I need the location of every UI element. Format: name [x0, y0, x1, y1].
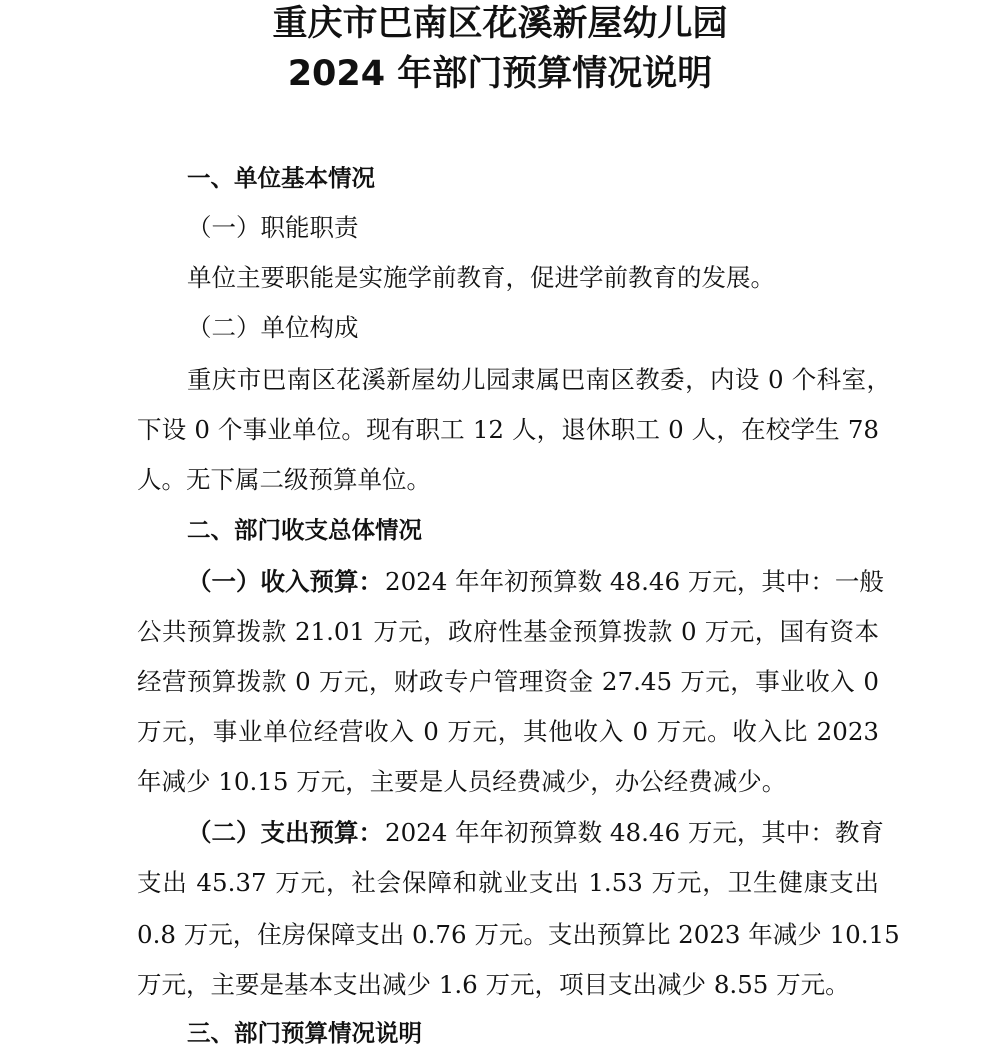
- section-heading-basic-info: 一、单位基本情况: [187, 164, 375, 192]
- paragraph-expense-line-4: 万元，主要是基本支出减少 1.6 万元，项目支出减少 8.55 万元。: [137, 970, 850, 999]
- paragraph-income-line-4: 万元，事业单位经营收入 0 万元，其他收入 0 万元。收入比 2023: [137, 717, 879, 746]
- expense-budget-text: 2024 年年初预算数 48.46 万元，其中：教育: [385, 818, 884, 847]
- income-budget-label: （一）收入预算：: [187, 567, 383, 596]
- document-title-line-2: 2024 年部门预算情况说明: [287, 54, 713, 94]
- paragraph-composition-line-3: 人。无下属二级预算单位。: [137, 465, 431, 494]
- subsection-heading-functions: （一）职能职责: [187, 213, 359, 242]
- paragraph-income-line-2: 公共预算拨款 21.01 万元，政府性基金预算拨款 0 万元，国有资本: [137, 617, 879, 646]
- paragraph-expense-line-2: 支出 45.37 万元，社会保障和就业支出 1.53 万元，卫生健康支出: [137, 868, 879, 897]
- income-budget-text: 2024 年年初预算数 48.46 万元，其中：一般: [385, 567, 884, 596]
- paragraph-expense-line-3: 0.8 万元，住房保障支出 0.76 万元。支出预算比 2023 年减少 10.15: [137, 920, 900, 949]
- expense-budget-label: （二）支出预算：: [187, 818, 383, 847]
- section-heading-budget-details: 三、部门预算情况说明: [187, 1019, 422, 1047]
- paragraph-expense-line-1: [187, 818, 884, 848]
- paragraph-composition-line-1: 重庆市巴南区花溪新屋幼儿园隶属巴南区教委，内设 0 个科室，: [187, 365, 891, 394]
- section-heading-overall-budget: 二、部门收支总体情况: [187, 516, 422, 544]
- paragraph-income-line-3: 经营预算拨款 0 万元，财政专户管理资金 27.45 万元，事业收入 0: [137, 667, 879, 696]
- document-title-line-1: 重庆市巴南区花溪新屋幼儿园: [272, 4, 728, 44]
- subsection-heading-composition: （二）单位构成: [187, 313, 359, 342]
- paragraph-composition-line-2: 下设 0 个事业单位。现有职工 12 人，退休职工 0 人，在校学生 78: [137, 415, 879, 444]
- paragraph-income-line-5: 年减少 10.15 万元，主要是人员经费减少，办公经费减少。: [137, 767, 787, 796]
- paragraph-income-line-1: [187, 567, 884, 597]
- paragraph-functions: 单位主要职能是实施学前教育，促进学前教育的发展。: [187, 263, 775, 292]
